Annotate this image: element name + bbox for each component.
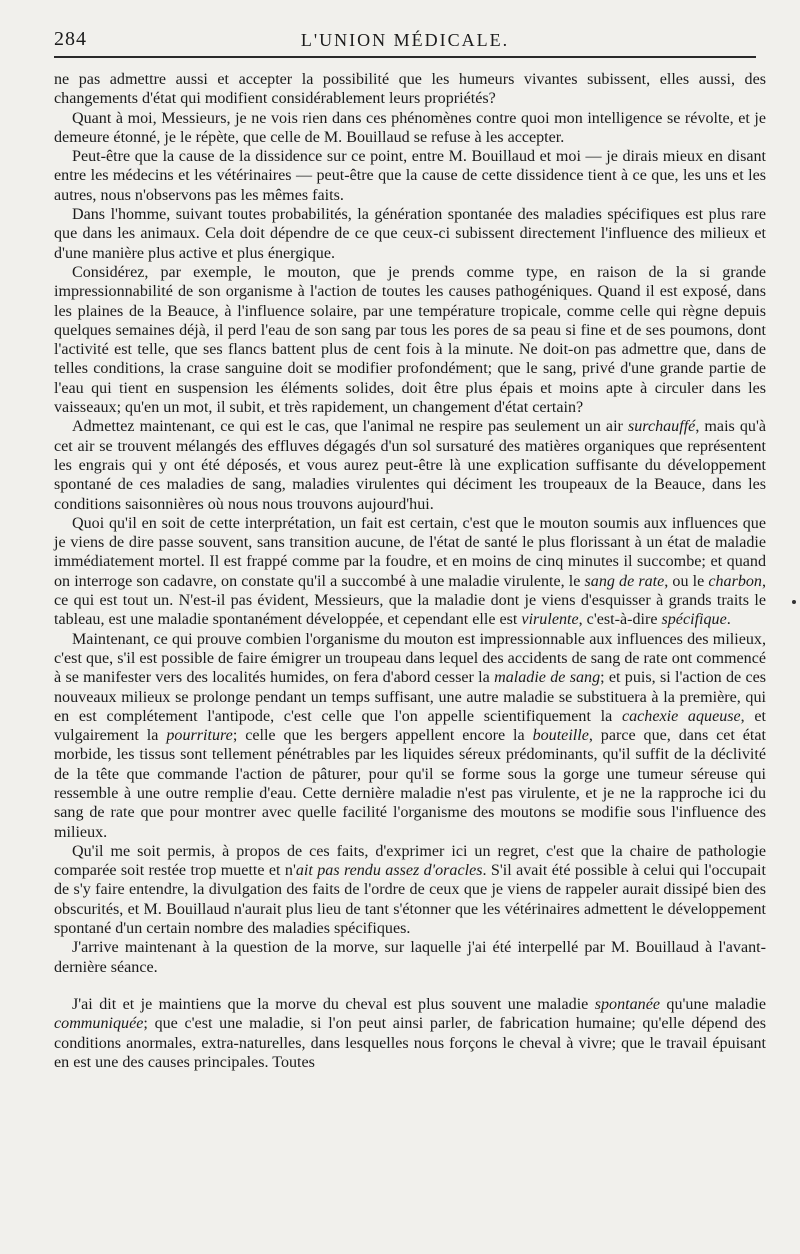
text-run: Peut-être que la cause de la dissidence sur ce point, entre M. Bouillaud et moi — je dirais mieux en disant entre les médecins et les vétérinaires — peut-être que la cause de cette dissidence tient à ce que, les uns et les autres, nous n'observons pas les mêmes faits. bbox=[54, 148, 766, 204]
running-head: L'UNION MÉDICALE. bbox=[300, 30, 510, 50]
text-run: qu'une maladie bbox=[660, 995, 766, 1013]
text-run: J'ai dit et je maintiens que la morve du cheval est plus souvent une maladie bbox=[72, 995, 595, 1013]
text-run: ; et puis, si l'action de ces nouveaux milieux se prolonge pendant un temps suffisant, une autre maladie se substituera à la première, qui en est complétement l'antipode, c'est celle que l'on appelle scientifiquement la bbox=[54, 669, 766, 725]
italic-text: pourriture bbox=[166, 727, 233, 745]
paragraph bbox=[54, 70, 766, 109]
paragraph bbox=[54, 938, 766, 977]
body-text bbox=[54, 70, 766, 1072]
margin-dot bbox=[792, 600, 796, 604]
text-run: ne pas admettre aussi et accepter la possibilité que les humeurs vivantes subissent, elles aussi, des changements d'état qui modifient considérablement leurs propriétés? bbox=[54, 71, 766, 108]
paragraph bbox=[54, 205, 766, 263]
text-run: Qu'il me soit permis, à propos de ces faits, d'exprimer ici un regret, c'est que la chaire de pathologie comparée soit restée trop muette et n' bbox=[54, 842, 766, 880]
text-run: Admettez maintenant, ce qui est le cas, que l'animal ne respire pas seulement un air bbox=[72, 418, 628, 436]
italic-text: ait pas rendu assez d'oracles bbox=[295, 862, 483, 880]
text-run: , parce que, dans cet état morbide, les tissus sont tellement pénétrables par les liquides séreux prédominants, qu'il suffit de la déclivité de la tête que commande l'action de pâturer, pour qu'il se forme sous la gorge une tumeur séreuse qui ressemble à une outre remplie d'eau. Cette dernière maladie n'est pas virulente, et je ne la rapproche ici du sang de rate que pour montrer avec quelle facilité l'organisme des moutons se modifie sous l'influence des milieux. bbox=[54, 727, 766, 841]
italic-text: cachexie aqueuse bbox=[621, 707, 741, 725]
page-number: 284 bbox=[54, 28, 87, 50]
text-run: , mais qu'à cet air se trouvent mélangés des effluves dégagés d'un sol sursaturé des matières organiques que représentent les engrais qui y ont été déposés, et vous aurez peut-être là une explication suffisante du développement spontané de ces maladies de sang, maladies virulentes qui déciment les troupeaux de la Beauce, dans les conditions saisonnières où nous nous trouvons aujourd'hui. bbox=[54, 418, 766, 513]
italic-text: maladie de sang bbox=[494, 669, 601, 687]
text-run: . S'il avait été possible à celui qui l'occupait de s'y faire entendre, la divulgation des faits de l'ordre de ceux que je viens de rappeler aurait dissipé bien des obscurités, et M. Bouillaud n'aurait plus lieu de tant s'étonner que les vétérinaires admettent le développement spontané d'un certain nombre des maladies spécifiques. bbox=[54, 862, 766, 938]
italic-text: charbon bbox=[708, 572, 762, 590]
italic-text: virulente bbox=[521, 611, 579, 629]
text-run: J'arrive maintenant à la question de la morve, sur laquelle j'ai été interpellé par M. Bouillaud à l'avant-dernière séance. bbox=[54, 939, 766, 976]
text-run: , ce qui est tout un. N'est-il pas évident, Messieurs, que la maladie dont je viens d'esquisser à grands traits le tableau, est une maladie spontanément développée, et cependant elle est bbox=[54, 572, 766, 629]
text-run: Quoi qu'il en soit de cette interprétation, un fait est certain, c'est que le mouton soumis aux influences que je viens de dire passe souvent, sans transition aucune, de l'état de santé le plus florissant à un état de maladie immédiatement mortel. Il est frappé comme par la foudre, et en moins de cinq minutes il succombe; et quand on interroge son cadavre, on constate qu'il a succombé à une maladie virulente, le bbox=[54, 514, 766, 590]
paragraph bbox=[54, 842, 766, 938]
italic-text: communiquée bbox=[54, 1015, 144, 1033]
text-run: Dans l'homme, suivant toutes probabilités, la génération spontanée des maladies spécifiques est plus rare que dans les animaux. Cela doit dépendre de ce que ceux-ci subissent directement l'influence des milieux et d'une manière plus active et plus énergique. bbox=[54, 206, 766, 262]
text-run: Quant à moi, Messieurs, je ne vois rien dans ces phénomènes contre quoi mon intelligence se révolte, et je demeure étonné, je le répète, que celle de M. Bouillaud se refuse à les accepter. bbox=[54, 109, 766, 146]
paragraph bbox=[54, 514, 766, 630]
italic-text: spécifique bbox=[661, 611, 727, 629]
text-run: , et vulgairement la bbox=[54, 707, 766, 745]
paragraph bbox=[54, 263, 766, 417]
text-run: Maintenant, ce qui prouve combien l'organisme du mouton est impressionnable aux influences des milieux, c'est que, s'il est possible de faire émigrer un troupeau dans lequel des accidents de sang de rate ont commencé à se manifester vers des localités humides, on fera d'abord cesser la bbox=[54, 630, 766, 687]
italic-text: sang de rate bbox=[584, 572, 665, 590]
page-header bbox=[54, 26, 756, 58]
italic-text: bouteille bbox=[532, 727, 589, 745]
text-run: Considérez, par exemple, le mouton, que je prends comme type, en raison de la si grande impressionnabilité de son organisme à l'action de toutes les causes pathogéniques. Quand il est exposé, dans les plaines de la Beauce, à l'influence solaire, par une température tropicale, comme celle qui règne depuis quelques semaines déjà, il perd l'eau de son sang par tous les pores de sa peau si fine et de ses poumons, dont l'activité est telle, que ses flancs battent plus de cent fois à la minute. Ne doit-on pas admettre que, dans de telles conditions, la crase sanguine doit se modifier profondément; que le sang, privé d'une grande partie de l'eau qui tient en suspension les éléments solides, doit être plus épais et moins apte à circuler dans les vaisseaux; qu'en un mot, il subit, et très rapidement, un changement d'état certain? bbox=[54, 263, 766, 417]
paragraph bbox=[54, 995, 766, 1072]
paragraph bbox=[54, 417, 766, 513]
text-run: ; celle que les bergers appellent encore la bbox=[232, 727, 533, 745]
text-run: , c'est-à-dire bbox=[578, 611, 662, 629]
text-run: , ou le bbox=[664, 572, 709, 590]
text-run: . bbox=[726, 611, 731, 629]
paragraph bbox=[54, 147, 766, 205]
paragraph bbox=[54, 109, 766, 148]
italic-text: surchauffé bbox=[627, 418, 696, 436]
italic-text: spontanée bbox=[594, 995, 660, 1013]
text-run: ; que c'est une maladie, si l'on peut ainsi parler, de fabrication humaine; qu'elle dépend des conditions anormales, extra-naturelles, dans lesquelles nous forçons le cheval à vivre; que le travail épuisant en est une des causes principales. Toutes bbox=[54, 1015, 766, 1071]
paragraph bbox=[54, 630, 766, 842]
